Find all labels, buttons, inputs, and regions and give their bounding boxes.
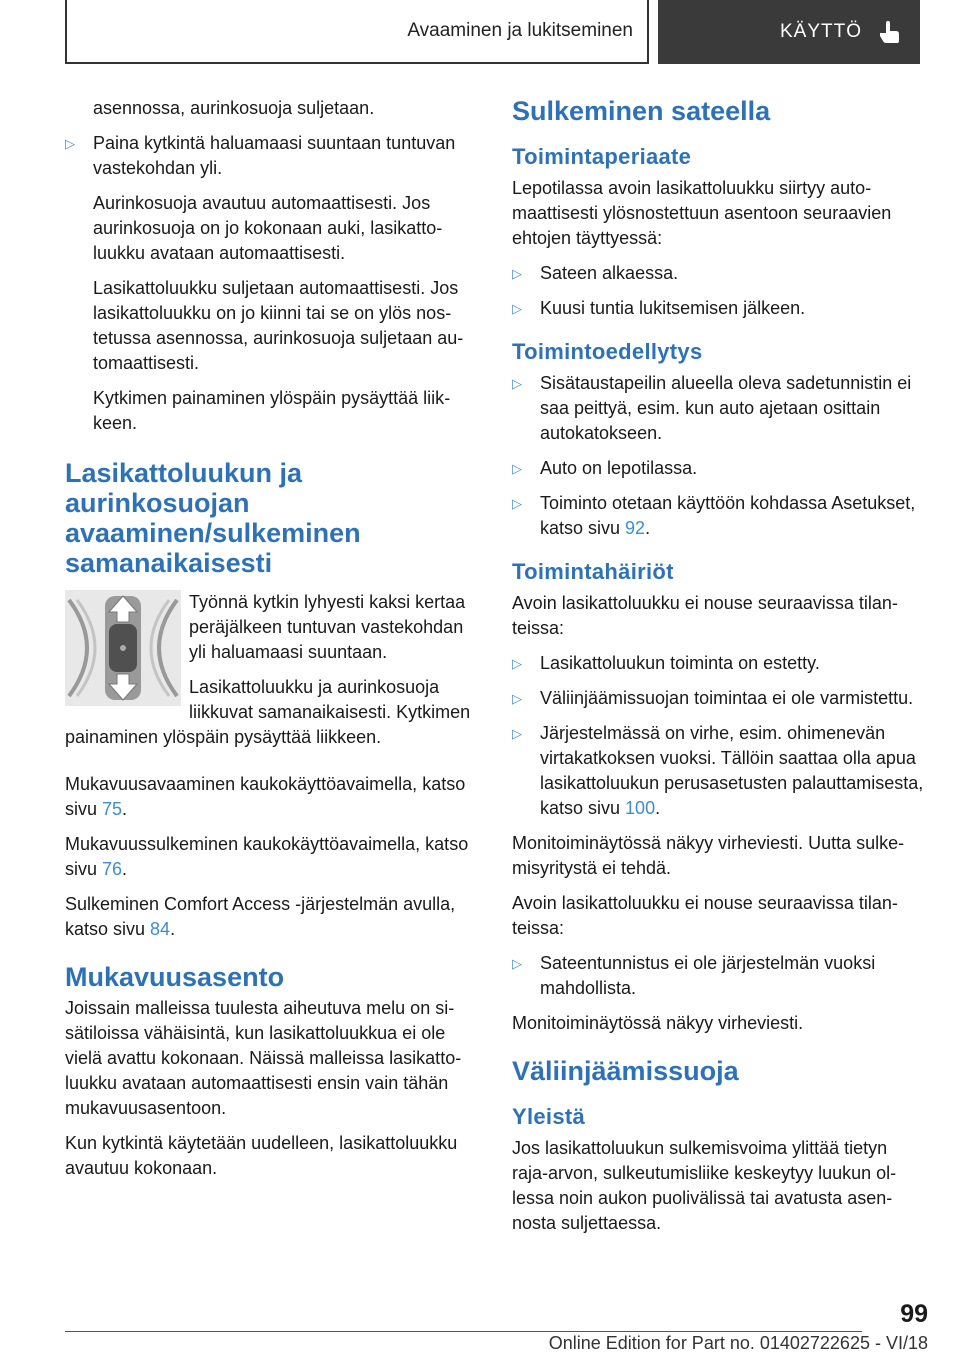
- triangle-right-icon: ▷: [512, 266, 522, 281]
- section-title: Avaaminen ja lukitseminen: [407, 20, 633, 41]
- edition-footer: Online Edition for Part no. 01402722625 - VI/18: [548, 1333, 928, 1353]
- triangle-right-icon: ▷: [512, 656, 522, 671]
- pointing-hand-icon: [876, 19, 902, 45]
- paragraph: Avoin lasikattoluukku ei nouse seuraavissa tilanteissa:: [512, 893, 898, 938]
- list-item: ▷ Lasikattoluukun toiminta on estetty.: [512, 651, 927, 676]
- chapter-tab: [658, 0, 920, 64]
- chapter-title: KÄYTTÖ: [779, 21, 862, 42]
- cross-reference: Mukavuussulkeminen kaukokäyttöavaimella, katso sivu 76.: [65, 834, 469, 879]
- cross-reference: Mukavuusavaaminen kaukokäyttöavaimella, katso sivu 75.: [65, 774, 466, 819]
- triangle-right-icon: ▷: [65, 136, 75, 151]
- paragraph: asennossa, aurinkosuoja suljetaan.: [93, 98, 375, 118]
- subsection-heading: Toimintaperiaate: [512, 144, 692, 169]
- paragraph: Kytkimen painaminen ylöspäin pysäyttää liikkeen.: [93, 388, 451, 433]
- paragraph: Aurinkosuoja avautuu automaattisesti. Jos aurinkosuoja on jo kokonaan auki, lasikattoluukku avataan automaattisesti.: [93, 193, 443, 263]
- list-item: ▷ Toiminto otetaan käyttöön kohdassa Asetukset, katso sivu 92.: [512, 491, 927, 541]
- list-item: ▷ Sisätaustapeilin alueella oleva sadetunnistin ei saa peittyä, esim. kun auto ajetaan osittain autokatokseen.: [512, 371, 927, 446]
- right-column: [512, 96, 927, 1246]
- triangle-right-icon: ▷: [512, 376, 522, 391]
- paragraph: Lasikattoluukku suljetaan automaattisesti. Jos lasikattoluukku on jo kiinni tai se on ylös nostetussa asennossa, aurinkosuoja suljetaan automaattisesti.: [93, 278, 464, 373]
- page-header: [65, 0, 920, 64]
- list-item: ▷ Kuusi tuntia lukitsemisen jälkeen.: [512, 296, 927, 321]
- triangle-right-icon: ▷: [512, 461, 522, 476]
- triangle-right-icon: ▷: [512, 496, 522, 511]
- cross-reference: Sulkeminen Comfort Access -järjestelmän avulla, katso sivu 84.: [65, 894, 456, 939]
- section-title-box: [65, 0, 649, 64]
- figure-block: [65, 590, 481, 772]
- list-item: ▷ Sateentunnistus ei ole järjestelmän vuoksi mahdollista.: [512, 951, 927, 1001]
- subsection-heading: Toimintahäiriöt: [512, 559, 674, 584]
- section-heading: Väliinjäämissuoja: [512, 1056, 739, 1086]
- roof-switch-image: [65, 590, 181, 706]
- section-heading: Sulkeminen sateella: [512, 96, 771, 126]
- page-link[interactable]: 92: [625, 518, 646, 538]
- subsection-heading: Toimintoedellytys: [512, 339, 703, 364]
- paragraph: Työnnä kytkin lyhyesti kaksi kertaa peräjälkeen tuntuvan vastekohdan yli haluamaasi suuntaan.: [189, 592, 466, 662]
- list-item: ▷ Auto on lepotilassa.: [512, 456, 927, 481]
- page-link[interactable]: 75: [102, 799, 123, 819]
- page-link[interactable]: 84: [150, 919, 171, 939]
- section-heading: Lasikattoluukun ja aurinkosuojan avaaminen/sulkeminen samanaikaisesti: [65, 458, 361, 578]
- paragraph: Lepotilassa avoin lasikattoluukku siirtyy automaattisesti ylösnostettuun asentoon seuraavien ehtojen täyttyessä:: [512, 178, 892, 248]
- paragraph: Jos lasikattoluukun sulkemisvoima ylittää tietyn raja-arvon, sulkeutumisliike keskeytyy luukun ollessa noin aukon puolivälissä tai avatusta asennosta suljettaessa.: [512, 1138, 897, 1233]
- page-link[interactable]: 100: [625, 798, 656, 818]
- footer-divider: [65, 1331, 862, 1332]
- paragraph: Monitoiminäytössä näkyy virheviesti.: [512, 1013, 804, 1033]
- triangle-right-icon: ▷: [512, 956, 522, 971]
- triangle-right-icon: ▷: [512, 726, 522, 741]
- list-item: ▷ Väliinjäämissuojan toimintaa ei ole varmistettu.: [512, 686, 927, 711]
- paragraph: Monitoiminäytössä näkyy virheviesti. Uutta sulkemisyritystä ei tehdä.: [512, 833, 905, 878]
- list-item: ▷ Järjestelmässä on virhe, esim. ohimenevän virtakatkoksen vuoksi. Tällöin saattaa olla apua lasikattoluukun perusasetusten palauttamisesta, katso sivu 100.: [512, 721, 927, 821]
- switch-illustration: [65, 590, 181, 706]
- subsection-heading: Yleistä: [512, 1104, 586, 1129]
- list-item: ▷ Sateen alkaessa.: [512, 261, 927, 286]
- section-heading: Mukavuusasento: [65, 962, 285, 992]
- paragraph: Kun kytkintä käytetään uudelleen, lasikattoluukku avautuu kokonaan.: [65, 1133, 458, 1178]
- triangle-right-icon: ▷: [512, 301, 522, 316]
- left-column: [65, 96, 481, 1191]
- paragraph: Avoin lasikattoluukku ei nouse seuraavissa tilanteissa:: [512, 593, 898, 638]
- paragraph: Lasikattoluukku ja aurinkosuoja liikkuvat samanaikaisesti. Kytkimen painaminen ylöspäin pysäyttää liikkeen.: [65, 677, 471, 747]
- list-item: ▷ Paina kytkintä haluamaasi suuntaan tuntuvan vastekohdan yli.: [65, 131, 481, 181]
- triangle-right-icon: ▷: [512, 691, 522, 706]
- page-link[interactable]: 76: [102, 859, 123, 879]
- page-number: 99: [900, 1300, 928, 1328]
- paragraph: Joissain malleissa tuulesta aiheutuva melu on sisätiloissa vähäisintä, kun lasikattoluukkua ei ole vielä avattu kokonaan. Näissä malleissa lasikattoluukku avataan automaattisesti ensin vain tähän mukavuusasentoon.: [65, 998, 462, 1118]
